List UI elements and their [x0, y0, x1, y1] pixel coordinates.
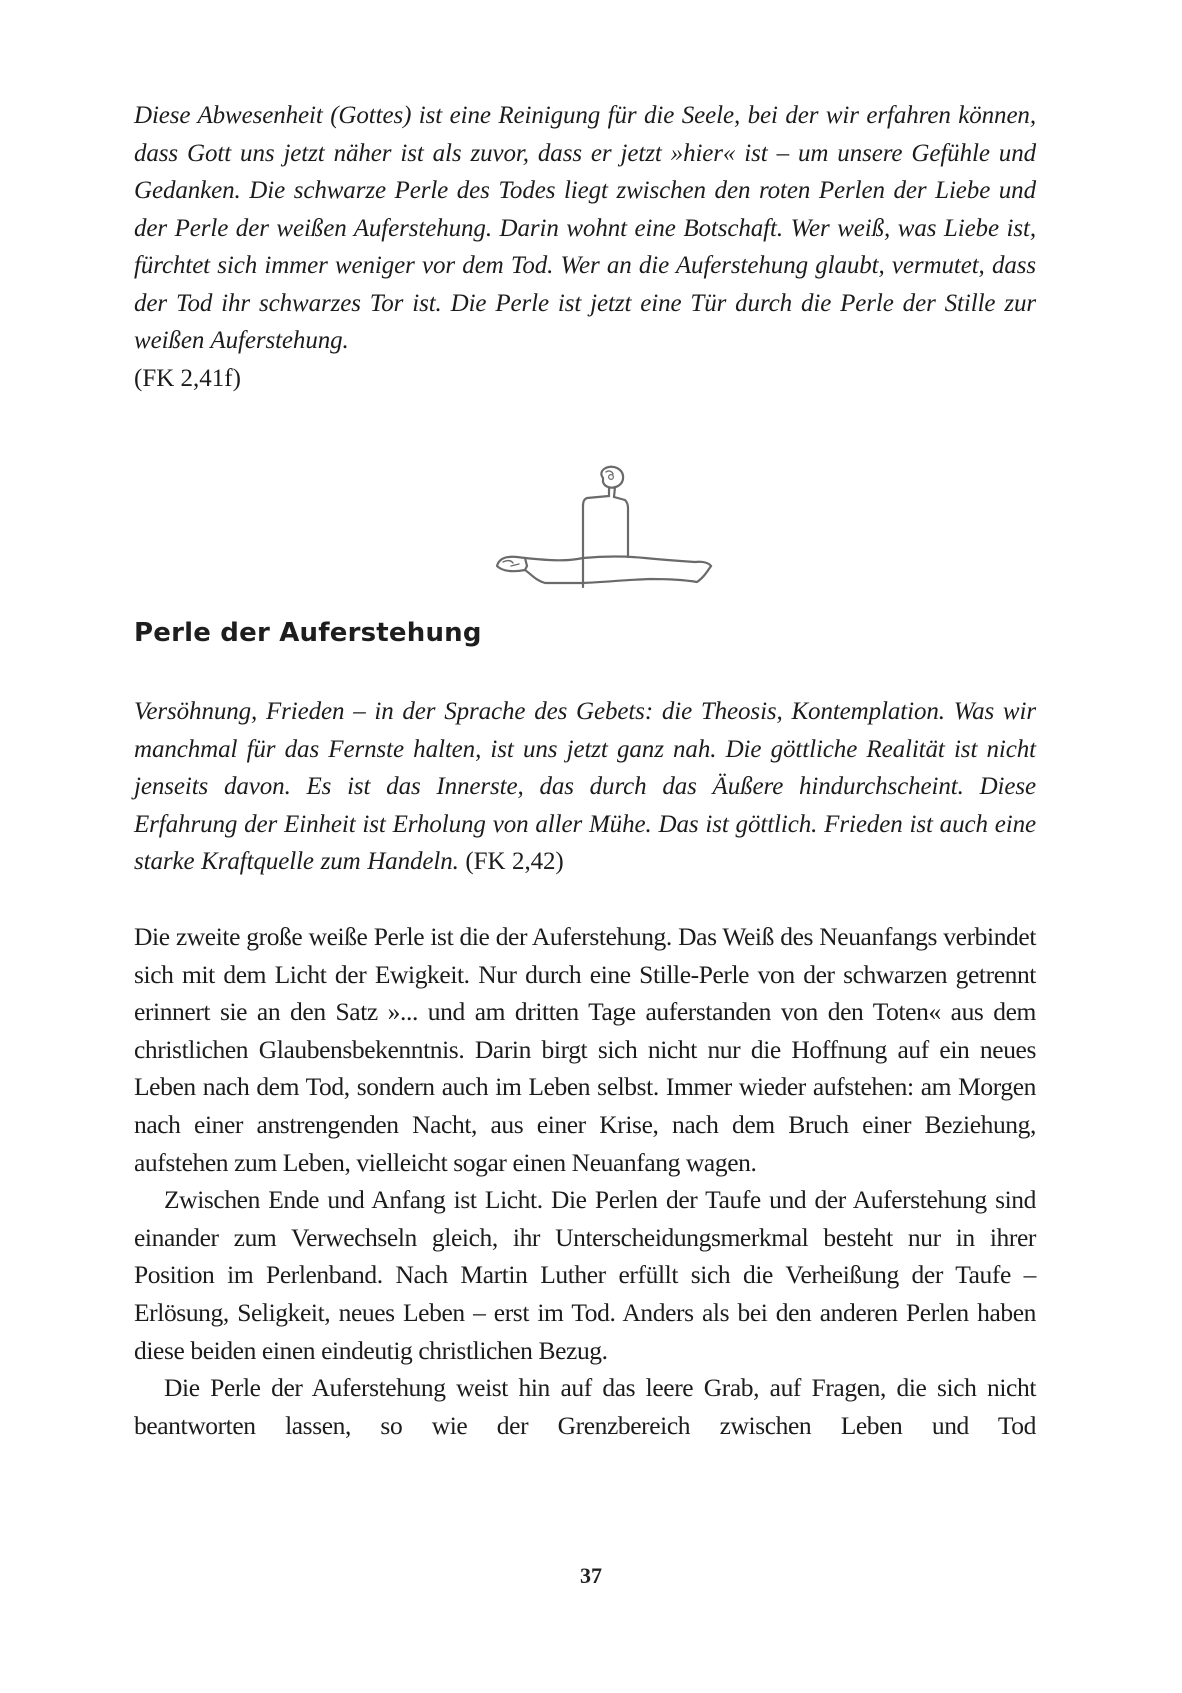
quote-block-2	[134, 693, 1036, 881]
figure-rising-sketch-icon	[485, 462, 715, 588]
quote-text-2	[134, 693, 1036, 881]
body-paragraph-1: Die zweite große weiße Perle ist die der Auferstehung. Das Weiß des Neuanfangs verbindet sich mit dem Licht der Ewigkeit. Nur durch eine Stille-Perle von der schwarzen getrennt erinnert sie an den Satz »... und am dritten Tage auferstanden von den Toten« aus dem christlichen Glaubensbekenntnis. Darin birgt sich nicht nur die Hoffnung auf ein neues Leben nach dem Tod, sondern auch im Leben selbst. Immer wieder aufstehen: am Morgen nach einer anstrengenden Nacht, aus einer Krise, nach dem Bruch einer Beziehung, aufstehen zum Leben, vielleicht sogar einen Neuanfang wagen.	[134, 922, 1036, 1177]
quote-1-citation: (FK 2,41f)	[134, 364, 241, 392]
body-paragraph-2: Zwischen Ende und Anfang ist Licht. Die Perlen der Taufe und der Auferstehung sind einander zum Verwechseln gleich, ihr Unterscheidungsmerkmal besteht nur in ihrer Position im Perlenband. Nach Martin Luther erfüllt sich die Verheißung der Taufe – Erlösung, Seligkeit, neues Leben – erst im Tod. Anders als bei den anderen Perlen haben diese beiden einen eindeutig christlichen Bezug.	[134, 1185, 1036, 1365]
quote-2-citation: (FK 2,42)	[465, 848, 564, 875]
quote-text-1	[134, 97, 1036, 360]
body-text	[134, 918, 1036, 1444]
body-paragraph-3: Die Perle der Auferstehung weist hin auf das leere Grab, auf Fragen, die sich nicht beantworten lassen, so wie der Grenzbereich zwischen Leben und Tod	[134, 1373, 1036, 1440]
page-number: 37	[580, 1563, 602, 1588]
quote-2-body: Versöhnung, Frieden – in der Sprache des Gebets: die Theosis, Kontemplation. Was wir manchmal für das Fernste halten, ist uns jetzt ganz nah. Die göttliche Realität ist nicht jenseits davon. Es ist das Innerste, das durch das Äußere hindurchscheint. Diese Erfahrung der Einheit ist Erholung von aller Mühe. Das ist göttlich. Frieden ist auch eine starke Kraftquelle zum Handeln.	[134, 698, 1036, 875]
quote-block-1	[134, 97, 1036, 397]
quote-1-body: Diese Abwesenheit (Gottes) ist eine Reinigung für die Seele, bei der wir erfahren können, dass Gott uns jetzt näher ist als zuvor, dass er jetzt »hier« ist – um unsere Gefühle und Gedanken. Die schwarze Perle des Todes liegt zwischen den roten Perlen der Liebe und der Perle der weißen Auferstehung. Darin wohnt eine Botschaft. Wer weiß, was Liebe ist, fürchtet sich immer weniger vor dem Tod. Wer an die Auferstehung glaubt, vermutet, dass der Tod ihr schwarzes Tor ist. Die Perle ist jetzt eine Tür durch die Perle der Stille zur weißen Auferstehung.	[134, 102, 1036, 354]
section-heading: Perle der Auferstehung	[134, 618, 482, 648]
